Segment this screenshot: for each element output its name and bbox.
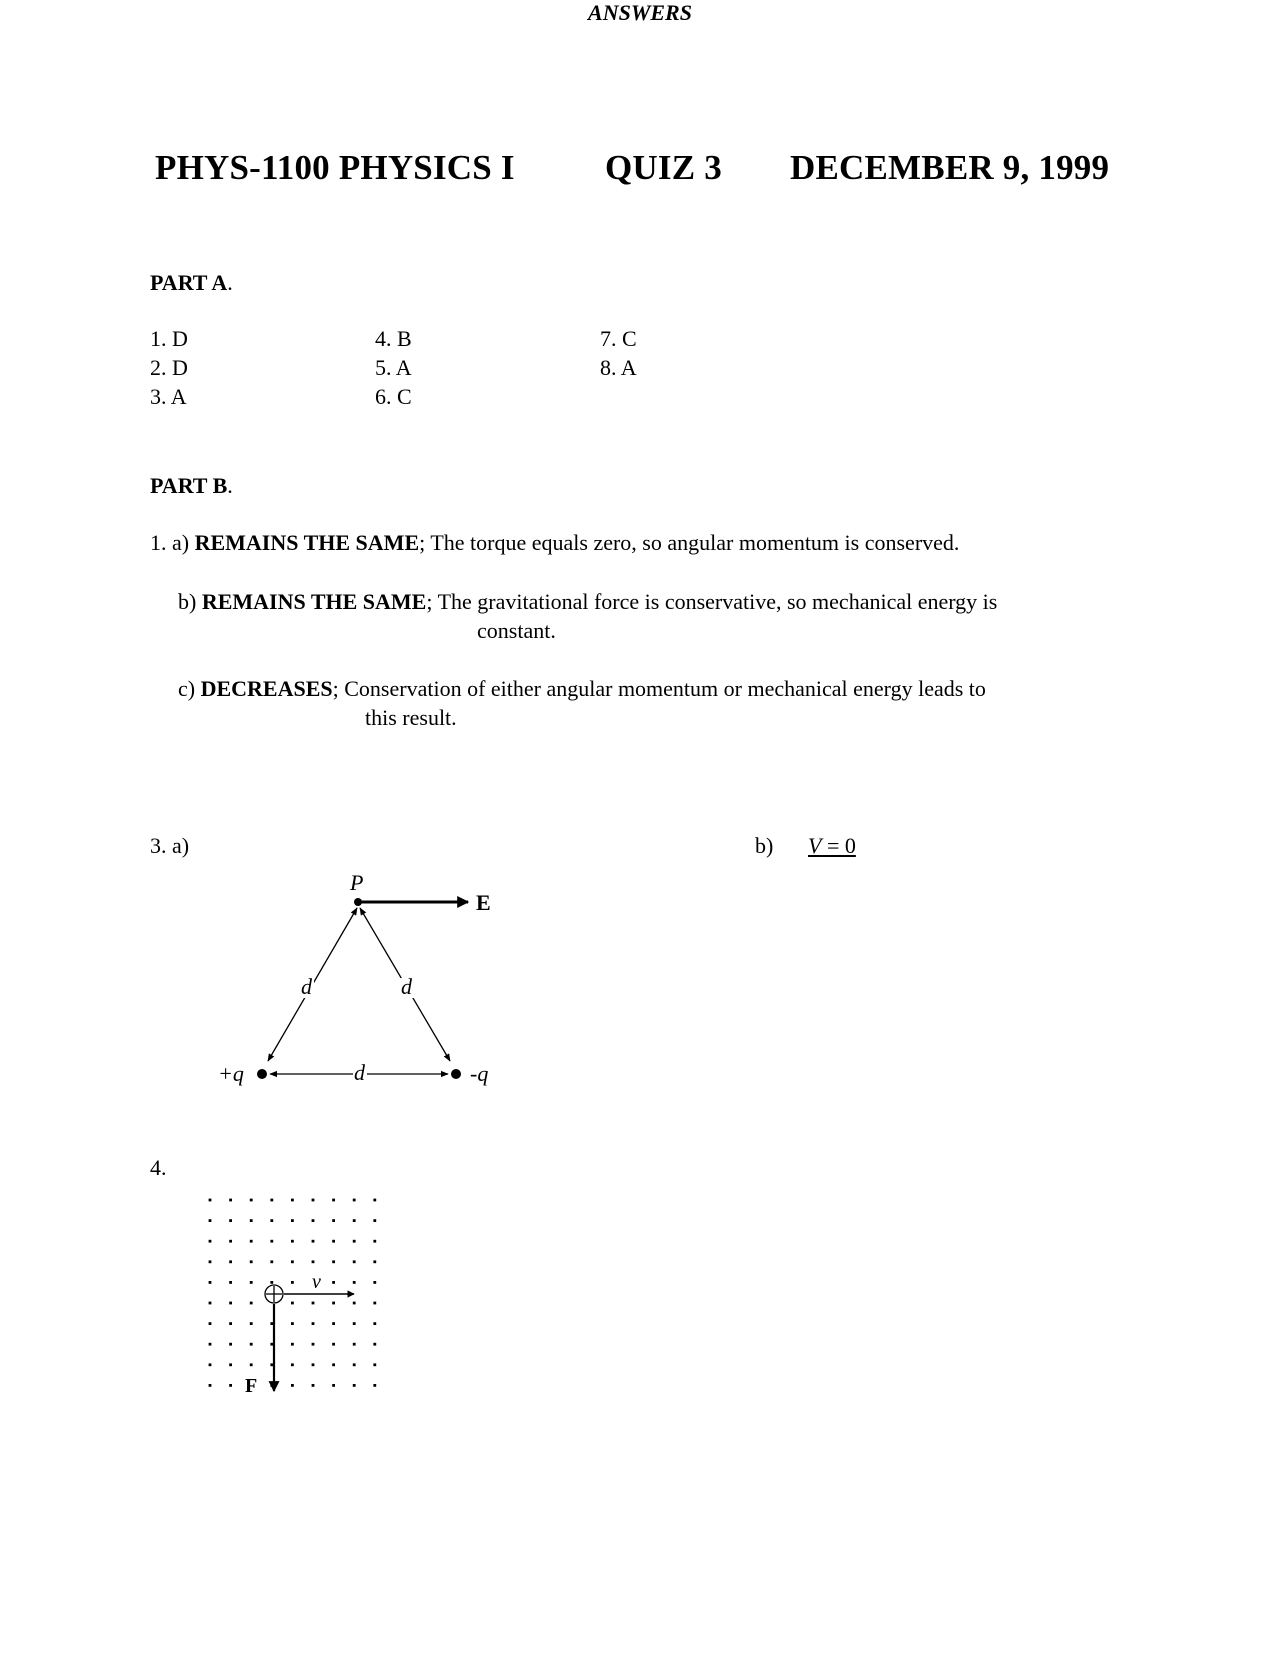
field-dot — [332, 1343, 335, 1346]
field-dot — [312, 1219, 315, 1222]
field-dot — [250, 1199, 253, 1202]
q1c-answer: c) DECREASES; Conservation of either angular momentum or mechanical energy leads to — [178, 676, 986, 701]
q1b-continuation: constant. — [477, 618, 556, 643]
field-dot — [229, 1384, 232, 1387]
field-dot — [229, 1260, 232, 1263]
field-dot — [250, 1343, 253, 1346]
answer-8: 8. A — [600, 355, 637, 380]
charge-triangle-diagram — [200, 860, 520, 1100]
field-dot — [229, 1322, 232, 1325]
side-left-label: d — [301, 974, 312, 999]
field-dot — [270, 1281, 273, 1284]
field-dot — [291, 1302, 294, 1305]
negative-charge-label: -q — [470, 1061, 489, 1086]
positive-charge-dot — [257, 1069, 267, 1079]
q3a-label: 3. a) — [150, 833, 190, 858]
magnetic-field-diagram — [200, 1190, 410, 1410]
field-dot — [332, 1240, 335, 1243]
field-dot — [229, 1281, 232, 1284]
field-dot-grid — [209, 1199, 377, 1387]
answer-6: 6. C — [375, 384, 412, 409]
velocity-label: v — [312, 1271, 321, 1293]
field-dot — [250, 1363, 253, 1366]
field-dot — [291, 1240, 294, 1243]
part-a-heading: PART A. — [150, 270, 233, 295]
field-dot — [270, 1260, 273, 1263]
field-dot — [312, 1302, 315, 1305]
q4-label: 4. — [150, 1155, 167, 1180]
field-dot — [291, 1343, 294, 1346]
field-dot — [209, 1363, 212, 1366]
q1c-result: DECREASES — [200, 676, 333, 701]
field-dot — [332, 1199, 335, 1202]
page-title — [155, 148, 1109, 188]
field-dot — [312, 1343, 315, 1346]
answers-heading: ANSWERS — [588, 0, 692, 25]
field-dot — [270, 1363, 273, 1366]
field-dot — [291, 1199, 294, 1202]
field-dot — [209, 1219, 212, 1222]
q3b-answer: V = 0 — [808, 833, 856, 858]
field-dot — [373, 1384, 376, 1387]
field-dot — [209, 1302, 212, 1305]
quiz-date: DECEMBER 9, 1999 — [790, 148, 1110, 187]
field-dot — [332, 1281, 335, 1284]
q1a-result: REMAINS THE SAME — [194, 530, 420, 555]
field-dot — [373, 1199, 376, 1202]
field-dot — [312, 1322, 315, 1325]
part-b-heading: PART B. — [150, 473, 233, 498]
field-dot — [291, 1260, 294, 1263]
field-dot — [209, 1260, 212, 1263]
point-p-label: P — [350, 870, 364, 895]
field-dot — [270, 1219, 273, 1222]
field-dot — [291, 1363, 294, 1366]
q1a-answer: 1. a) REMAINS THE SAME; The torque equals zero, so angular momentum is conserved. — [150, 530, 960, 555]
q3b-label: b) — [755, 833, 774, 858]
field-dot — [291, 1219, 294, 1222]
answer-5: 5. A — [375, 355, 412, 380]
field-dot — [250, 1322, 253, 1325]
field-dot — [373, 1363, 376, 1366]
field-dot — [353, 1260, 356, 1263]
field-dot — [332, 1384, 335, 1387]
field-dot — [270, 1199, 273, 1202]
field-dot — [229, 1343, 232, 1346]
field-dot — [270, 1240, 273, 1243]
negative-charge-dot — [451, 1069, 461, 1079]
field-dot — [209, 1343, 212, 1346]
field-dot — [229, 1199, 232, 1202]
field-dot — [353, 1219, 356, 1222]
field-dot — [373, 1260, 376, 1263]
course-title: PHYS-1100 PHYSICS I — [155, 148, 515, 187]
field-dot — [209, 1281, 212, 1284]
field-dot — [373, 1219, 376, 1222]
field-dot — [250, 1281, 253, 1284]
field-dot — [209, 1199, 212, 1202]
field-dot — [312, 1240, 315, 1243]
answer-3: 3. A — [150, 384, 187, 409]
field-vector-label: E — [476, 890, 491, 915]
field-dot — [332, 1302, 335, 1305]
quiz-title: QUIZ 3 — [605, 148, 722, 187]
field-dot — [373, 1343, 376, 1346]
q1c-continuation: this result. — [365, 705, 457, 730]
field-dot — [209, 1322, 212, 1325]
field-dot — [270, 1322, 273, 1325]
field-dot — [332, 1363, 335, 1366]
field-dot — [353, 1322, 356, 1325]
field-dot — [270, 1343, 273, 1346]
answer-1: 1. D — [150, 326, 188, 351]
field-dot — [312, 1260, 315, 1263]
field-dot — [229, 1219, 232, 1222]
answer-2: 2. D — [150, 355, 188, 380]
q1b-result: REMAINS THE SAME — [201, 589, 427, 614]
field-dot — [250, 1219, 253, 1222]
field-dot — [373, 1302, 376, 1305]
field-dot — [353, 1343, 356, 1346]
field-dot — [229, 1240, 232, 1243]
field-dot — [332, 1322, 335, 1325]
field-dot — [373, 1281, 376, 1284]
answer-4: 4. B — [375, 326, 412, 351]
q1b-answer: b) REMAINS THE SAME; The gravitational force is conservative, so mechanical energy is — [178, 589, 998, 614]
field-dot — [270, 1384, 273, 1387]
field-dot — [332, 1219, 335, 1222]
field-dot — [250, 1302, 253, 1305]
field-dot — [353, 1302, 356, 1305]
field-dot — [312, 1199, 315, 1202]
field-dot — [373, 1322, 376, 1325]
field-dot — [291, 1384, 294, 1387]
field-dot — [291, 1281, 294, 1284]
side-right-label: d — [401, 974, 412, 999]
field-dot — [353, 1281, 356, 1284]
field-dot — [209, 1240, 212, 1243]
field-dot — [312, 1363, 315, 1366]
field-dot — [353, 1363, 356, 1366]
field-dot — [250, 1260, 253, 1263]
field-dot — [250, 1240, 253, 1243]
force-label: F — [245, 1375, 258, 1397]
field-dot — [312, 1384, 315, 1387]
side-bottom-label: d — [354, 1060, 365, 1085]
field-dot — [373, 1240, 376, 1243]
field-dot — [229, 1363, 232, 1366]
field-dot — [353, 1384, 356, 1387]
answer-7: 7. C — [600, 326, 637, 351]
field-dot — [209, 1384, 212, 1387]
field-dot — [353, 1240, 356, 1243]
field-dot — [332, 1260, 335, 1263]
field-dot — [229, 1302, 232, 1305]
field-dot — [291, 1322, 294, 1325]
field-dot — [353, 1199, 356, 1202]
positive-charge-label: +q — [218, 1061, 244, 1086]
